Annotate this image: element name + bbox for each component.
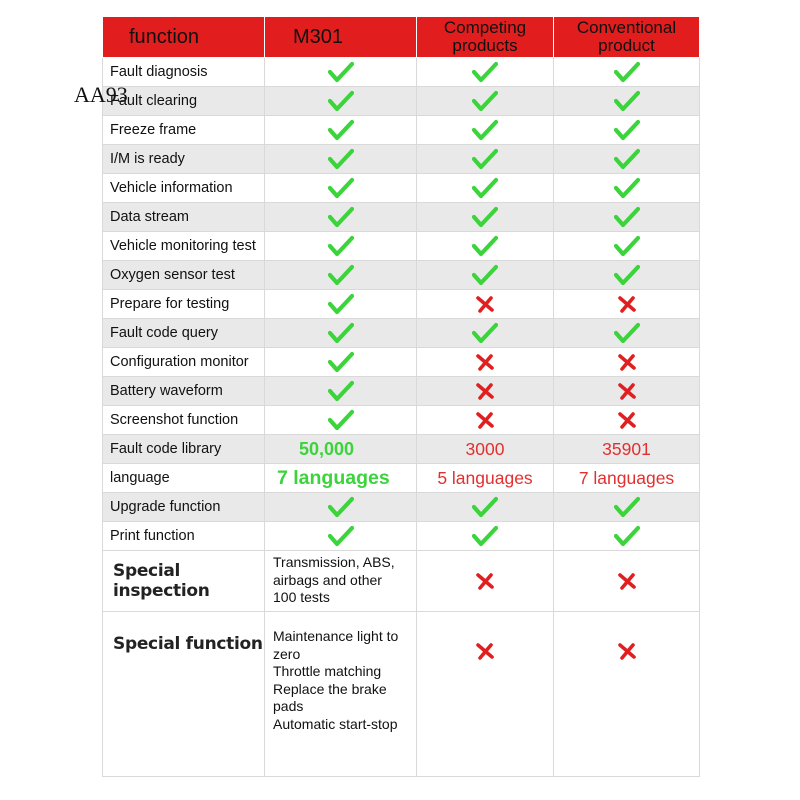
spec-line: 100 tests bbox=[273, 589, 330, 605]
watermark-text: AA93 bbox=[74, 82, 128, 107]
cross-icon bbox=[475, 572, 495, 589]
function-name: Vehicle monitoring test bbox=[103, 232, 265, 261]
m301-mark bbox=[265, 290, 417, 319]
cross-icon bbox=[475, 353, 495, 370]
table-row bbox=[103, 522, 700, 551]
competing-mark bbox=[417, 493, 554, 522]
comparison-table bbox=[102, 16, 700, 777]
check-icon bbox=[614, 179, 640, 196]
conventional-mark bbox=[554, 58, 700, 87]
conventional-mark bbox=[554, 261, 700, 290]
check-icon bbox=[328, 237, 354, 254]
m301-mark bbox=[265, 174, 417, 203]
check-icon bbox=[328, 498, 354, 515]
check-icon bbox=[614, 121, 640, 138]
check-icon bbox=[328, 353, 354, 370]
check-icon bbox=[614, 150, 640, 167]
special-name: Special inspection bbox=[103, 551, 265, 612]
check-icon bbox=[328, 295, 354, 312]
conventional-mark bbox=[554, 377, 700, 406]
table-row bbox=[103, 232, 700, 261]
m301-special-text bbox=[265, 551, 417, 612]
function-name: Fault code query bbox=[103, 319, 265, 348]
special-name: Special function bbox=[103, 612, 265, 777]
language-row bbox=[103, 464, 700, 493]
m301-mark bbox=[265, 203, 417, 232]
m301-value: 50,000 bbox=[265, 435, 417, 464]
function-name: Print function bbox=[103, 522, 265, 551]
spec-line: Transmission, ABS, bbox=[273, 554, 395, 570]
m301-value: 7 languages bbox=[265, 464, 417, 493]
conventional-mark bbox=[554, 174, 700, 203]
function-name: Screenshot function bbox=[103, 406, 265, 435]
spec-line: zero bbox=[273, 645, 301, 662]
m301-mark bbox=[265, 58, 417, 87]
table-row bbox=[103, 493, 700, 522]
spec-line: airbags and other bbox=[273, 571, 382, 588]
competing-mark bbox=[417, 290, 554, 319]
spec-line: Throttle matching bbox=[273, 663, 382, 679]
conventional-mark bbox=[554, 493, 700, 522]
function-name: Fault diagnosis bbox=[103, 58, 265, 87]
spec-line: Maintenance light to bbox=[273, 628, 399, 644]
check-icon bbox=[614, 266, 640, 283]
table-header-row bbox=[103, 17, 700, 58]
spec-line: Automatic start-stop bbox=[273, 715, 398, 732]
check-icon bbox=[328, 121, 354, 138]
conventional-mark bbox=[554, 612, 700, 777]
competing-value: 3000 bbox=[417, 435, 554, 464]
m301-mark bbox=[265, 232, 417, 261]
conventional-mark bbox=[554, 116, 700, 145]
conventional-value: 7 languages bbox=[554, 464, 700, 493]
m301-mark bbox=[265, 522, 417, 551]
function-name: Fault clearing bbox=[103, 87, 265, 116]
m301-mark bbox=[265, 87, 417, 116]
header-function: function bbox=[103, 17, 265, 58]
header-conventional-line2: product bbox=[598, 36, 655, 55]
competing-mark bbox=[417, 551, 554, 612]
header-m301: M301 bbox=[265, 17, 417, 58]
conventional-mark bbox=[554, 551, 700, 612]
function-name: language bbox=[103, 464, 265, 493]
conventional-mark bbox=[554, 522, 700, 551]
m301-mark bbox=[265, 145, 417, 174]
m301-mark bbox=[265, 319, 417, 348]
function-name: Fault code library bbox=[103, 435, 265, 464]
spec-line: Replace the brake bbox=[273, 680, 387, 697]
check-icon bbox=[328, 382, 354, 399]
table-row bbox=[103, 377, 700, 406]
special-inspection-row bbox=[103, 551, 700, 612]
cross-icon bbox=[475, 642, 495, 659]
conventional-mark bbox=[554, 348, 700, 377]
competing-mark bbox=[417, 406, 554, 435]
m301-mark bbox=[265, 116, 417, 145]
header-competing-line1: Competing bbox=[443, 18, 527, 37]
check-icon bbox=[472, 150, 498, 167]
function-name: Configuration monitor bbox=[103, 348, 265, 377]
check-icon bbox=[328, 324, 354, 341]
check-icon bbox=[328, 208, 354, 225]
check-icon bbox=[472, 121, 498, 138]
check-icon bbox=[472, 63, 498, 80]
check-icon bbox=[328, 92, 354, 109]
check-icon bbox=[328, 266, 354, 283]
table-row bbox=[103, 58, 700, 87]
check-icon bbox=[472, 208, 498, 225]
competing-mark bbox=[417, 319, 554, 348]
function-name: Oxygen sensor test bbox=[103, 261, 265, 290]
conventional-mark bbox=[554, 406, 700, 435]
competing-mark bbox=[417, 145, 554, 174]
m301-mark bbox=[265, 406, 417, 435]
m301-mark bbox=[265, 348, 417, 377]
m301-special-text bbox=[265, 612, 417, 777]
competing-mark bbox=[417, 87, 554, 116]
function-name: Prepare for testing bbox=[103, 290, 265, 319]
cross-icon bbox=[617, 642, 637, 659]
competing-mark bbox=[417, 348, 554, 377]
competing-mark bbox=[417, 377, 554, 406]
function-name: Vehicle information bbox=[103, 174, 265, 203]
function-name: I/M is ready bbox=[103, 145, 265, 174]
competing-value: 5 languages bbox=[417, 464, 554, 493]
conventional-mark bbox=[554, 87, 700, 116]
conventional-mark bbox=[554, 145, 700, 174]
competing-mark bbox=[417, 203, 554, 232]
cross-icon bbox=[617, 295, 637, 312]
competing-mark bbox=[417, 522, 554, 551]
competing-mark bbox=[417, 261, 554, 290]
check-icon bbox=[614, 527, 640, 544]
header-competing-line2: products bbox=[452, 36, 518, 55]
function-name: Data stream bbox=[103, 203, 265, 232]
table-row bbox=[103, 203, 700, 232]
check-icon bbox=[472, 527, 498, 544]
conventional-mark bbox=[554, 290, 700, 319]
special-function-row bbox=[103, 612, 700, 777]
spec-line: pads bbox=[273, 698, 304, 714]
check-icon bbox=[472, 266, 498, 283]
check-icon bbox=[614, 208, 640, 225]
cross-icon bbox=[617, 382, 637, 399]
conventional-mark bbox=[554, 319, 700, 348]
header-competing bbox=[417, 17, 554, 58]
check-icon bbox=[614, 498, 640, 515]
check-icon bbox=[328, 63, 354, 80]
table-row bbox=[103, 145, 700, 174]
conventional-value: 35901 bbox=[554, 435, 700, 464]
check-icon bbox=[472, 324, 498, 341]
fault-code-library-row bbox=[103, 435, 700, 464]
competing-mark bbox=[417, 612, 554, 777]
function-name: Freeze frame bbox=[103, 116, 265, 145]
table-row bbox=[103, 87, 700, 116]
m301-mark bbox=[265, 377, 417, 406]
check-icon bbox=[472, 92, 498, 109]
cross-icon bbox=[617, 353, 637, 370]
cross-icon bbox=[617, 572, 637, 589]
table-row bbox=[103, 406, 700, 435]
m301-mark bbox=[265, 261, 417, 290]
header-conventional bbox=[554, 17, 700, 58]
table-row bbox=[103, 348, 700, 377]
cross-icon bbox=[475, 382, 495, 399]
conventional-mark bbox=[554, 232, 700, 261]
function-name: Upgrade function bbox=[103, 493, 265, 522]
table-row bbox=[103, 319, 700, 348]
m301-mark bbox=[265, 493, 417, 522]
table-row bbox=[103, 174, 700, 203]
check-icon bbox=[614, 92, 640, 109]
competing-mark bbox=[417, 232, 554, 261]
competing-mark bbox=[417, 116, 554, 145]
competing-mark bbox=[417, 174, 554, 203]
check-icon bbox=[328, 179, 354, 196]
check-icon bbox=[328, 411, 354, 428]
check-icon bbox=[472, 498, 498, 515]
check-icon bbox=[614, 324, 640, 341]
table-row bbox=[103, 290, 700, 319]
check-icon bbox=[328, 527, 354, 544]
cross-icon bbox=[475, 295, 495, 312]
check-icon bbox=[614, 237, 640, 254]
conventional-mark bbox=[554, 203, 700, 232]
check-icon bbox=[328, 150, 354, 167]
competing-mark bbox=[417, 58, 554, 87]
check-icon bbox=[472, 179, 498, 196]
table-row bbox=[103, 261, 700, 290]
check-icon bbox=[614, 63, 640, 80]
table-row bbox=[103, 116, 700, 145]
cross-icon bbox=[617, 411, 637, 428]
function-name: Battery waveform bbox=[103, 377, 265, 406]
header-conventional-line1: Conventional bbox=[576, 18, 677, 37]
check-icon bbox=[472, 237, 498, 254]
cross-icon bbox=[475, 411, 495, 428]
